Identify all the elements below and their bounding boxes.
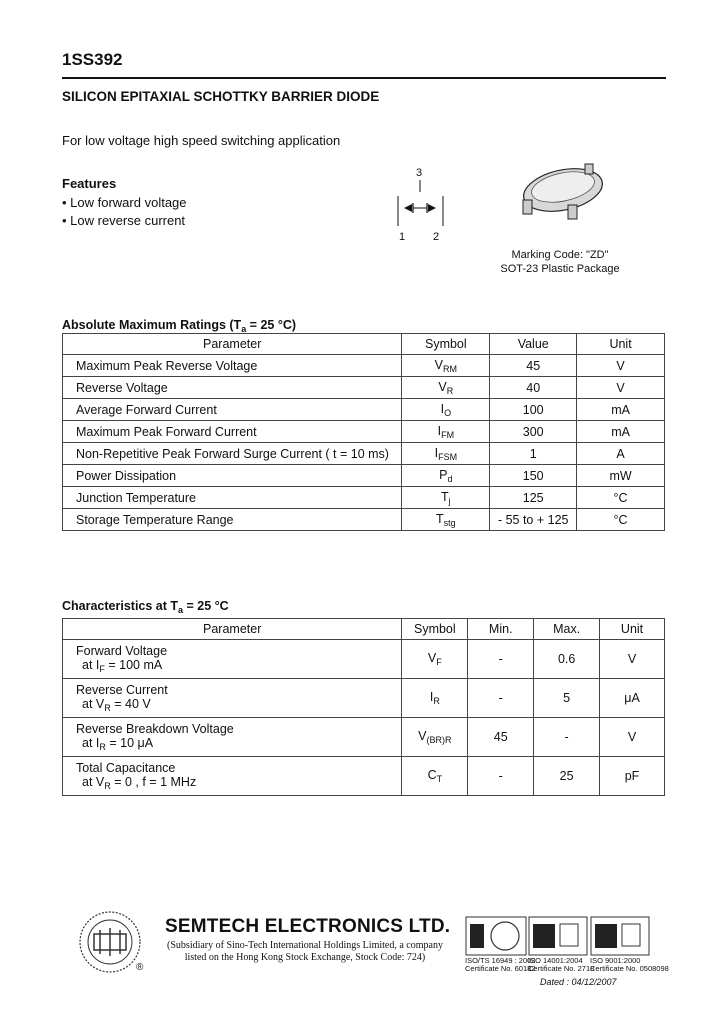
marking-code: Marking Code: "ZD"	[511, 249, 609, 261]
pin-label-3: 3	[416, 167, 423, 179]
document-subtitle: SILICON EPITAXIAL SCHOTTKY BARRIER DIODE	[62, 89, 380, 104]
col-header: Symbol	[402, 334, 490, 355]
cert-label: ISO 9001:2000	[590, 956, 641, 965]
header-rule	[62, 77, 666, 79]
sot23-package-image	[513, 160, 613, 222]
cert-label: ISO 14001:2004	[528, 956, 583, 965]
application-text: For low voltage high speed switching application	[62, 133, 341, 148]
table-row: Power Dissipation $P_d$ 150 mW	[63, 465, 665, 487]
feature-item: • Low forward voltage	[62, 195, 187, 210]
table-row: Reverse Current at $V_R = 40$ V $I_R$ - 5 μA	[63, 679, 665, 718]
pin-label-2: 2	[433, 231, 440, 243]
table-row: Maximum Peak Reverse Voltage $V_{RM}$ 45 V	[63, 355, 665, 377]
semtech-logo	[78, 910, 142, 974]
certification-logo-2	[528, 916, 588, 956]
table-row: Maximum Peak Forward Current $I_{FM}$ 300 mA	[63, 421, 665, 443]
registered-mark: ®	[136, 962, 144, 973]
certification-logo-3	[590, 916, 650, 956]
feature-item: • Low reverse current	[62, 213, 186, 228]
table-row: Non-Repetitive Peak Forward Surge Current ( t = 10 ms) $I_{FSM}$ 1 A	[63, 443, 665, 465]
pin-label-1: 1	[399, 231, 406, 243]
cert-label: ISO/TS 16949 : 2002	[465, 956, 536, 965]
company-subline-1: (Subsidiary of Sino-Tech International Holdings Limited, a company	[167, 940, 443, 951]
characteristics-table	[62, 618, 665, 796]
col-header: Value	[490, 334, 577, 355]
characteristics-heading: Characteristics at $T_a = 25$ °C	[62, 599, 229, 615]
diode-circuit-diagram	[390, 178, 460, 233]
table-header-row	[63, 619, 665, 640]
table-row: Storage Temperature Range $T_{stg}$ - 55 to + 125 °C	[63, 509, 665, 531]
certification-logo-1	[465, 916, 527, 956]
abs-max-heading: Absolute Maximum Ratings ($T_a = 25$ °C)	[62, 318, 297, 334]
cert-number: Certificate No. 2718	[528, 964, 595, 973]
col-header: Max.	[534, 619, 600, 640]
company-name: SEMTECH ELECTRONICS LTD.	[165, 916, 451, 937]
table-row: Average Forward Current $I_O$ 100 mA	[63, 399, 665, 421]
col-header: Symbol	[402, 619, 468, 640]
col-header: Parameter	[63, 334, 402, 355]
table-row: Reverse Breakdown Voltage at $I_R = 10$ μA $V_{(BR)R}$ 45 - V	[63, 718, 665, 757]
package-type: SOT-23 Plastic Package	[500, 263, 620, 275]
features-heading: Features	[62, 176, 117, 191]
table-row: Forward Voltage at $I_F = 100$ mA $V_F$ - 0.6 V	[63, 640, 665, 679]
cert-number: Certificate No. 0508098	[590, 964, 669, 973]
abs-max-table	[62, 333, 665, 531]
col-header: Unit	[600, 619, 665, 640]
table-row: Junction Temperature $T_j$ 125 °C	[63, 487, 665, 509]
col-header: Parameter	[63, 619, 402, 640]
dated-text: Dated : 04/12/2007	[540, 977, 617, 987]
cert-number: Certificate No. 60182	[465, 964, 536, 973]
table-row: Reverse Voltage $V_R$ 40 V	[63, 377, 665, 399]
part-number: 1SS392	[62, 50, 123, 69]
company-subline-2: listed on the Hong Kong Stock Exchange, Stock Code: 724)	[184, 952, 426, 963]
col-header: Min.	[468, 619, 534, 640]
col-header: Unit	[577, 334, 665, 355]
table-row: Total Capacitance at $V_R = 0$ , f = 1 MHz $C_T$ - 25 pF	[63, 757, 665, 796]
table-header-row	[63, 334, 665, 355]
